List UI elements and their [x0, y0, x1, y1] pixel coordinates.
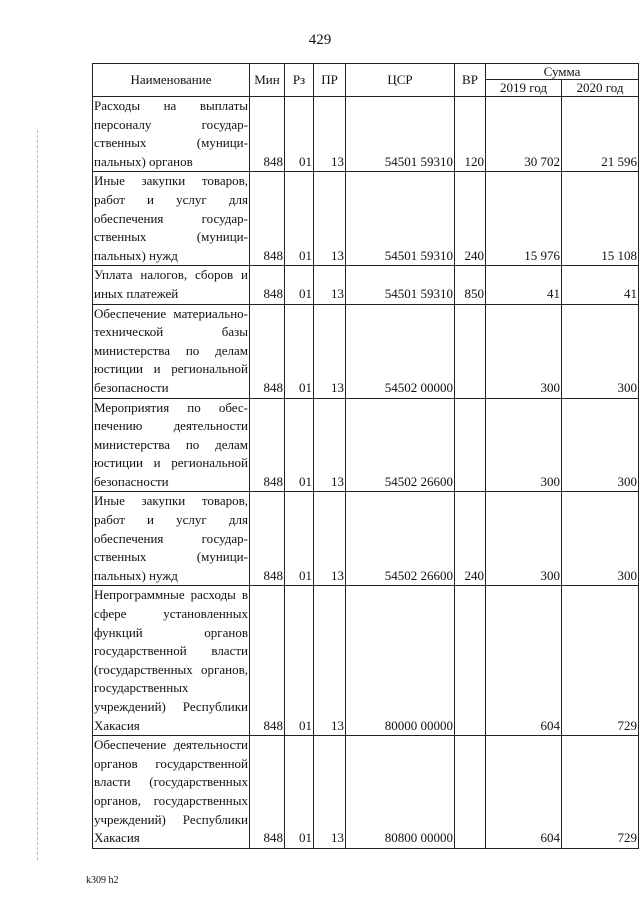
- footer-code: k309 h2: [86, 875, 119, 886]
- row-csr: 54501 59310: [346, 266, 455, 304]
- row-name: Обеспечение деятельности органов государственной власти (государственных органов, государственных учреждений) Республики Хакасия: [93, 736, 250, 849]
- row-csr: 54501 59310: [346, 172, 455, 266]
- row-pr: 13: [314, 736, 346, 849]
- row-rz: 01: [285, 266, 314, 304]
- budget-table: [92, 63, 639, 849]
- row-vr: [455, 586, 486, 736]
- row-sum-2020: 300: [562, 492, 639, 586]
- header-sum: Сумма: [486, 64, 639, 80]
- row-min: 848: [250, 586, 285, 736]
- row-vr: [455, 304, 486, 398]
- header-year-2020: 2020 год: [562, 80, 639, 97]
- row-sum-2020: 41: [562, 266, 639, 304]
- row-vr: 850: [455, 266, 486, 304]
- row-vr: 120: [455, 97, 486, 172]
- row-pr: 13: [314, 97, 346, 172]
- header-vr: ВР: [455, 64, 486, 97]
- row-sum-2019: 604: [486, 736, 562, 849]
- row-sum-2019: 15 976: [486, 172, 562, 266]
- row-min: 848: [250, 398, 285, 492]
- row-rz: 01: [285, 172, 314, 266]
- row-rz: 01: [285, 97, 314, 172]
- row-sum-2019: 300: [486, 398, 562, 492]
- row-pr: 13: [314, 586, 346, 736]
- row-min: 848: [250, 736, 285, 849]
- row-csr: 54501 59310: [346, 97, 455, 172]
- row-min: 848: [250, 266, 285, 304]
- row-name: Непрограммные расходы в сфере установленных функций органов государственной власти (государственных органов, государственных учреждений) Республики Хакасия: [93, 586, 250, 736]
- row-pr: 13: [314, 172, 346, 266]
- row-csr: 80800 00000: [346, 736, 455, 849]
- row-csr: 54502 26600: [346, 492, 455, 586]
- table-row: [93, 172, 639, 266]
- row-name: Уплата налогов, сборов и иных платежей: [93, 266, 250, 304]
- row-pr: 13: [314, 266, 346, 304]
- row-min: 848: [250, 304, 285, 398]
- header-pr: ПР: [314, 64, 346, 97]
- table-row: [93, 266, 639, 304]
- row-name: Мероприятия по обеспечению деятельности министерства по делам юстиции и региональной безопасности: [93, 398, 250, 492]
- row-sum-2020: 300: [562, 398, 639, 492]
- row-sum-2020: 300: [562, 304, 639, 398]
- row-vr: 240: [455, 492, 486, 586]
- row-vr: 240: [455, 172, 486, 266]
- row-name: Иные закупки товаров, работ и услуг для обеспечения государственных (муниципальных) нужд: [93, 492, 250, 586]
- row-name: Иные закупки товаров, работ и услуг для обеспечения государственных (муниципальных) нужд: [93, 172, 250, 266]
- row-rz: 01: [285, 736, 314, 849]
- row-csr: 54502 26600: [346, 398, 455, 492]
- row-csr: 54502 00000: [346, 304, 455, 398]
- table-row: [93, 586, 639, 736]
- row-min: 848: [250, 492, 285, 586]
- header-min: Мин: [250, 64, 285, 97]
- header-name: Наименование: [93, 64, 250, 97]
- row-vr: [455, 736, 486, 849]
- row-pr: 13: [314, 304, 346, 398]
- row-min: 848: [250, 172, 285, 266]
- table-row: [93, 736, 639, 849]
- header-rz: Рз: [285, 64, 314, 97]
- row-sum-2019: 300: [486, 492, 562, 586]
- row-sum-2020: 21 596: [562, 97, 639, 172]
- row-sum-2019: 604: [486, 586, 562, 736]
- table-row: [93, 492, 639, 586]
- row-sum-2020: 15 108: [562, 172, 639, 266]
- table-row: [93, 398, 639, 492]
- page-number: 429: [308, 32, 332, 48]
- row-pr: 13: [314, 492, 346, 586]
- row-rz: 01: [285, 492, 314, 586]
- row-csr: 80000 00000: [346, 586, 455, 736]
- row-vr: [455, 398, 486, 492]
- row-sum-2019: 30 702: [486, 97, 562, 172]
- row-sum-2020: 729: [562, 586, 639, 736]
- row-rz: 01: [285, 586, 314, 736]
- row-rz: 01: [285, 398, 314, 492]
- row-rz: 01: [285, 304, 314, 398]
- row-sum-2019: 41: [486, 266, 562, 304]
- table-row: [93, 97, 639, 172]
- header-year-2019: 2019 год: [486, 80, 562, 97]
- table-row: [93, 304, 639, 398]
- margin-scan-mark: [37, 130, 38, 860]
- row-pr: 13: [314, 398, 346, 492]
- row-sum-2020: 729: [562, 736, 639, 849]
- header-csr: ЦСР: [346, 64, 455, 97]
- row-min: 848: [250, 97, 285, 172]
- row-name: Расходы на выплаты персоналу государственных (муниципальных) органов: [93, 97, 250, 172]
- row-sum-2019: 300: [486, 304, 562, 398]
- row-name: Обеспечение материально-технической базы министерства по делам юстиции и региональной безопасности: [93, 304, 250, 398]
